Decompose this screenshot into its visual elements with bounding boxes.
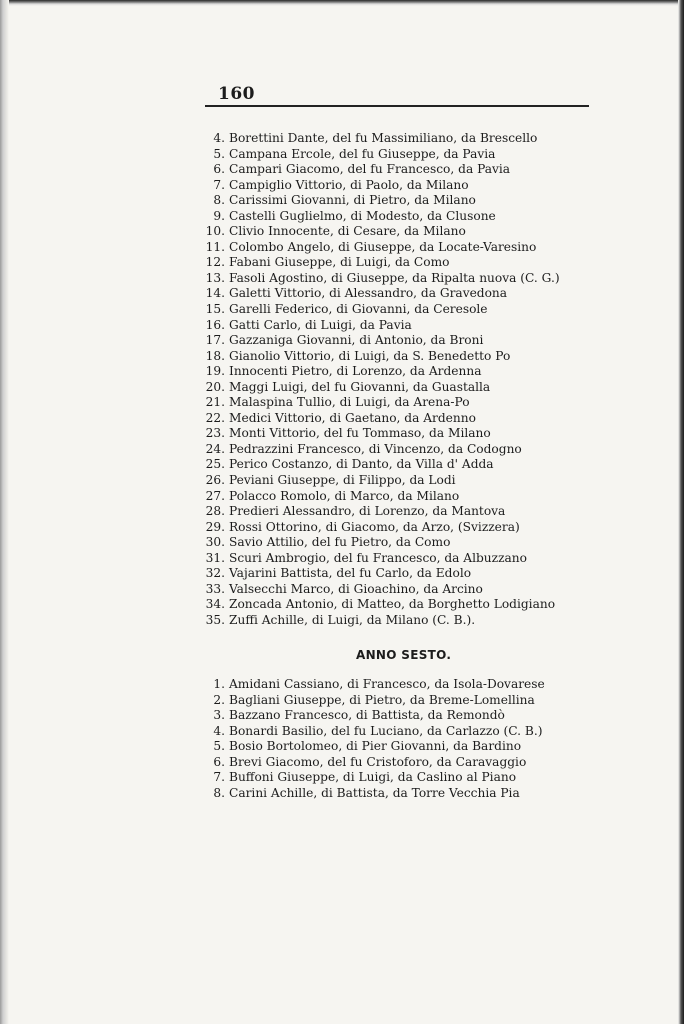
entry-number: 20. bbox=[205, 379, 225, 394]
entry-text: Vajarini Battista, del fu Carlo, da Edolo bbox=[229, 566, 472, 581]
entry-number: 26. bbox=[205, 473, 225, 488]
list-item bbox=[203, 566, 583, 582]
entry-text: Medici Vittorio, di Gaetano, da Ardenno bbox=[229, 410, 476, 425]
entry-text: Maggi Luigi, del fu Giovanni, da Guastalla bbox=[229, 379, 491, 394]
entry-number: 33. bbox=[205, 581, 225, 596]
entry-number: 8. bbox=[213, 193, 225, 208]
list-item bbox=[203, 489, 583, 505]
entry-text: Zuffi Achille, di Luigi, da Milano (C. B.). bbox=[229, 612, 476, 627]
entry-text: Brevi Giacomo, del fu Cristoforo, da Caravaggio bbox=[229, 754, 527, 769]
entry-text: Gatti Carlo, di Luigi, da Pavia bbox=[229, 317, 412, 332]
entry-text: Rossi Ottorino, di Giacomo, da Arzo, (Svizzera) bbox=[229, 519, 520, 534]
list-item bbox=[203, 520, 583, 536]
page-edge-top bbox=[0, 0, 684, 6]
entry-number: 25. bbox=[205, 457, 225, 472]
list-item bbox=[203, 724, 583, 740]
list-item bbox=[203, 582, 583, 598]
entry-number: 11. bbox=[205, 239, 225, 254]
list-item bbox=[203, 708, 583, 724]
list-item bbox=[203, 209, 583, 225]
list-item bbox=[203, 271, 583, 287]
entry-text: Galetti Vittorio, di Alessandro, da Gravedona bbox=[229, 286, 508, 301]
entry-text: Gazzaniga Giovanni, di Antonio, da Broni bbox=[229, 333, 484, 348]
entry-number: 16. bbox=[205, 317, 225, 332]
list-item bbox=[203, 535, 583, 551]
entry-text: Zoncada Antonio, di Matteo, da Borghetto Lodigiano bbox=[229, 597, 556, 612]
entry-text: Bazzano Francesco, di Battista, da Remondò bbox=[229, 708, 505, 723]
entry-number: 30. bbox=[205, 535, 225, 550]
entry-number: 24. bbox=[205, 441, 225, 456]
list-item bbox=[203, 786, 583, 802]
list-item bbox=[203, 224, 583, 240]
entry-number: 29. bbox=[205, 519, 225, 534]
entry-number: 17. bbox=[205, 333, 225, 348]
entry-text: Bagliani Giuseppe, di Pietro, da Breme-Lomellina bbox=[229, 692, 535, 707]
entry-number: 1. bbox=[213, 677, 225, 691]
list-item bbox=[203, 693, 583, 709]
entry-text: Innocenti Pietro, di Lorenzo, da Ardenna bbox=[229, 364, 482, 379]
list-item bbox=[203, 442, 583, 458]
entry-text: Campiglio Vittorio, di Paolo, da Milano bbox=[229, 177, 469, 192]
entry-text: Malaspina Tullio, di Luigi, da Arena-Po bbox=[229, 395, 470, 410]
entry-number: 28. bbox=[205, 504, 225, 519]
entry-number: 22. bbox=[205, 410, 225, 425]
entry-number: 12. bbox=[205, 255, 225, 270]
section-title: ANNO SESTO. bbox=[356, 648, 452, 662]
entry-text: Fasoli Agostino, di Giuseppe, da Ripalta nuova (C. G.) bbox=[229, 270, 560, 285]
entry-text: Carissimi Giovanni, di Pietro, da Milano bbox=[229, 193, 476, 208]
entry-number: 5. bbox=[213, 146, 225, 161]
entry-text: Fabani Giuseppe, di Luigi, da Como bbox=[229, 255, 450, 270]
list-item bbox=[203, 411, 583, 427]
student-list bbox=[203, 131, 583, 629]
list-item bbox=[203, 349, 583, 365]
entry-text: Polacco Romolo, di Marco, da Milano bbox=[229, 488, 460, 503]
entry-number: 6. bbox=[213, 754, 225, 769]
entry-number: 18. bbox=[205, 348, 225, 363]
entry-number: 23. bbox=[205, 426, 225, 441]
entry-number: 34. bbox=[205, 597, 225, 612]
entry-text: Clivio Innocente, di Cesare, da Milano bbox=[229, 224, 466, 239]
entry-number: 4. bbox=[213, 131, 225, 145]
entry-number: 3. bbox=[213, 708, 225, 723]
list-item bbox=[203, 755, 583, 771]
entry-number: 4. bbox=[213, 723, 225, 738]
entry-number: 8. bbox=[213, 785, 225, 800]
entry-text: Valsecchi Marco, di Gioachino, da Arcino bbox=[229, 581, 483, 596]
entry-text: Bonardi Basilio, del fu Luciano, da Carlazzo (C. B.) bbox=[229, 723, 543, 738]
list-item bbox=[203, 597, 583, 613]
list-item bbox=[203, 739, 583, 755]
entry-text: Amidani Cassiano, di Francesco, da Isola-Dovarese bbox=[229, 677, 545, 691]
list-item bbox=[203, 333, 583, 349]
entry-number: 21. bbox=[205, 395, 225, 410]
entry-number: 19. bbox=[205, 364, 225, 379]
entry-text: Perico Costanzo, di Danto, da Villa d' Adda bbox=[229, 457, 494, 472]
entry-number: 32. bbox=[205, 566, 225, 581]
entry-number: 14. bbox=[205, 286, 225, 301]
list-item bbox=[203, 551, 583, 567]
entry-text: Predieri Alessandro, di Lorenzo, da Mantova bbox=[229, 504, 506, 519]
entry-text: Campari Giacomo, del fu Francesco, da Pavia bbox=[229, 162, 511, 177]
list-item bbox=[203, 255, 583, 271]
entry-number: 15. bbox=[205, 302, 225, 317]
entry-text: Colombo Angelo, di Giuseppe, da Locate-Varesino bbox=[229, 239, 537, 254]
entry-text: Buffoni Giuseppe, di Luigi, da Caslino al Piano bbox=[229, 770, 517, 785]
list-item bbox=[203, 364, 583, 380]
entry-text: Castelli Guglielmo, di Modesto, da Clusone bbox=[229, 208, 496, 223]
entry-text: Scuri Ambrogio, del fu Francesco, da Albuzzano bbox=[229, 550, 527, 565]
entry-number: 5. bbox=[213, 739, 225, 754]
list-item bbox=[203, 613, 583, 629]
entry-text: Pedrazzini Francesco, di Vincenzo, da Codogno bbox=[229, 441, 522, 456]
page-edge-left bbox=[0, 0, 9, 1024]
list-item bbox=[203, 504, 583, 520]
entry-text: Garelli Federico, di Giovanni, da Ceresole bbox=[229, 302, 488, 317]
entry-text: Borettini Dante, del fu Massimiliano, da Brescello bbox=[229, 131, 538, 145]
entry-number: 27. bbox=[205, 488, 225, 503]
list-item bbox=[203, 147, 583, 163]
entry-number: 13. bbox=[205, 270, 225, 285]
list-item bbox=[203, 473, 583, 489]
list-item bbox=[203, 426, 583, 442]
list-item bbox=[203, 770, 583, 786]
list-item bbox=[203, 457, 583, 473]
entry-text: Monti Vittorio, del fu Tommaso, da Milano bbox=[229, 426, 491, 441]
entry-text: Bosio Bortolomeo, di Pier Giovanni, da Bardino bbox=[229, 739, 522, 754]
page-edge-right bbox=[678, 0, 684, 1024]
entry-number: 9. bbox=[213, 208, 225, 223]
entry-number: 31. bbox=[205, 550, 225, 565]
entry-number: 2. bbox=[213, 692, 225, 707]
entry-text: Gianolio Vittorio, di Luigi, da S. Benedetto Po bbox=[229, 348, 511, 363]
list-item bbox=[203, 677, 583, 693]
list-item bbox=[203, 302, 583, 318]
list-item bbox=[203, 395, 583, 411]
entry-number: 7. bbox=[213, 770, 225, 785]
list-item bbox=[203, 240, 583, 256]
entry-text: Peviani Giuseppe, di Filippo, da Lodi bbox=[229, 473, 456, 488]
list-item bbox=[203, 380, 583, 396]
header-rule bbox=[205, 105, 589, 107]
list-item bbox=[203, 286, 583, 302]
entry-number: 35. bbox=[205, 612, 225, 627]
entry-number: 10. bbox=[205, 224, 225, 239]
entry-text: Campana Ercole, del fu Giuseppe, da Pavia bbox=[229, 146, 496, 161]
list-item bbox=[203, 162, 583, 178]
entry-number: 6. bbox=[213, 162, 225, 177]
entry-text: Savio Attilio, del fu Pietro, da Como bbox=[229, 535, 451, 550]
list-item bbox=[203, 193, 583, 209]
entry-number: 7. bbox=[213, 177, 225, 192]
list-item bbox=[203, 318, 583, 334]
entry-text: Carini Achille, di Battista, da Torre Vecchia Pia bbox=[229, 785, 520, 800]
list-item bbox=[203, 178, 583, 194]
page-number: 160 bbox=[218, 84, 255, 104]
anno-sesto-list bbox=[203, 677, 583, 801]
list-item bbox=[203, 131, 583, 147]
